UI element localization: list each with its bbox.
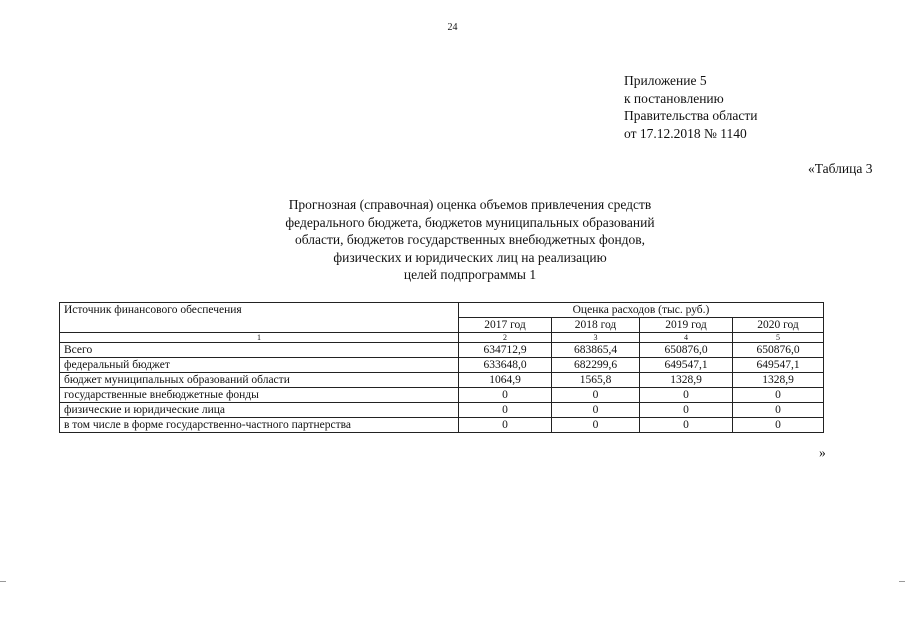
table-row (60, 418, 824, 433)
row-label: федеральный бюджет (60, 358, 459, 373)
row-label: в том числе в форме государственно-частного партнерства (60, 418, 459, 433)
cell-value: 0 (640, 388, 733, 403)
cell-value: 683865,4 (552, 343, 640, 358)
estimate-header: Оценка расходов (тыс. руб.) (459, 303, 824, 318)
cell-value: 650876,0 (733, 343, 824, 358)
row-label: государственные внебюджетные фонды (60, 388, 459, 403)
table-label: «Таблица 3 (808, 161, 873, 176)
cell-value: 0 (640, 418, 733, 433)
title-line: федерального бюджета, бюджетов муниципальных образований (285, 214, 655, 230)
table-row (60, 358, 824, 373)
cell-value: 0 (552, 418, 640, 433)
cell-value: 0 (733, 388, 824, 403)
row-label: физические и юридические лица (60, 403, 459, 418)
cell-value: 1064,9 (459, 373, 552, 388)
cell-value: 0 (459, 418, 552, 433)
cell-value: 0 (733, 418, 824, 433)
cell-value: 649547,1 (640, 358, 733, 373)
column-number: 2 (459, 333, 552, 343)
cell-value: 0 (459, 403, 552, 418)
column-number: 4 (640, 333, 733, 343)
cell-value: 0 (552, 388, 640, 403)
cell-value: 0 (552, 403, 640, 418)
table-row (60, 403, 824, 418)
column-number: 5 (733, 333, 824, 343)
cell-value: 0 (733, 403, 824, 418)
title-line: физических и юридических лиц на реализацию (333, 249, 607, 265)
cell-value: 1565,8 (552, 373, 640, 388)
cell-value: 0 (459, 388, 552, 403)
financing-table (59, 302, 824, 433)
row-label: бюджет муниципальных образований области (60, 373, 459, 388)
cell-value: 633648,0 (459, 358, 552, 373)
document-title (200, 196, 740, 284)
right-edge-mark (899, 581, 905, 582)
cell-value: 682299,6 (552, 358, 640, 373)
title-line: Прогнозная (справочная) оценка объемов привлечения средств (288, 197, 652, 212)
appendix-block (624, 72, 757, 142)
closing-quote: » (819, 445, 826, 460)
title-line: целей подпрограммы 1 (403, 267, 537, 282)
year-header: 2017 год (459, 318, 552, 333)
table-row (60, 388, 824, 403)
year-header: 2018 год (552, 318, 640, 333)
column-number: 1 (60, 333, 459, 343)
appendix-line: Приложение 5 (624, 73, 707, 88)
year-header: 2019 год (640, 318, 733, 333)
table-row (60, 343, 824, 358)
source-header: Источник финансового обеспечения (60, 303, 459, 333)
cell-value: 1328,9 (640, 373, 733, 388)
column-number: 3 (552, 333, 640, 343)
year-header: 2020 год (733, 318, 824, 333)
appendix-line: Правительства области (624, 108, 758, 123)
left-edge-mark (0, 581, 6, 582)
appendix-line: от 17.12.2018 № 1140 (624, 125, 747, 141)
cell-value: 649547,1 (733, 358, 824, 373)
title-line: области, бюджетов государственных внебюджетных фондов, (294, 232, 646, 247)
page-number: 24 (447, 22, 458, 33)
cell-value: 1328,9 (733, 373, 824, 388)
table-row (60, 373, 824, 388)
cell-value: 650876,0 (640, 343, 733, 358)
cell-value: 634712,9 (459, 343, 552, 358)
row-label: Всего (60, 343, 459, 358)
appendix-line: к постановлению (624, 90, 724, 106)
cell-value: 0 (640, 403, 733, 418)
